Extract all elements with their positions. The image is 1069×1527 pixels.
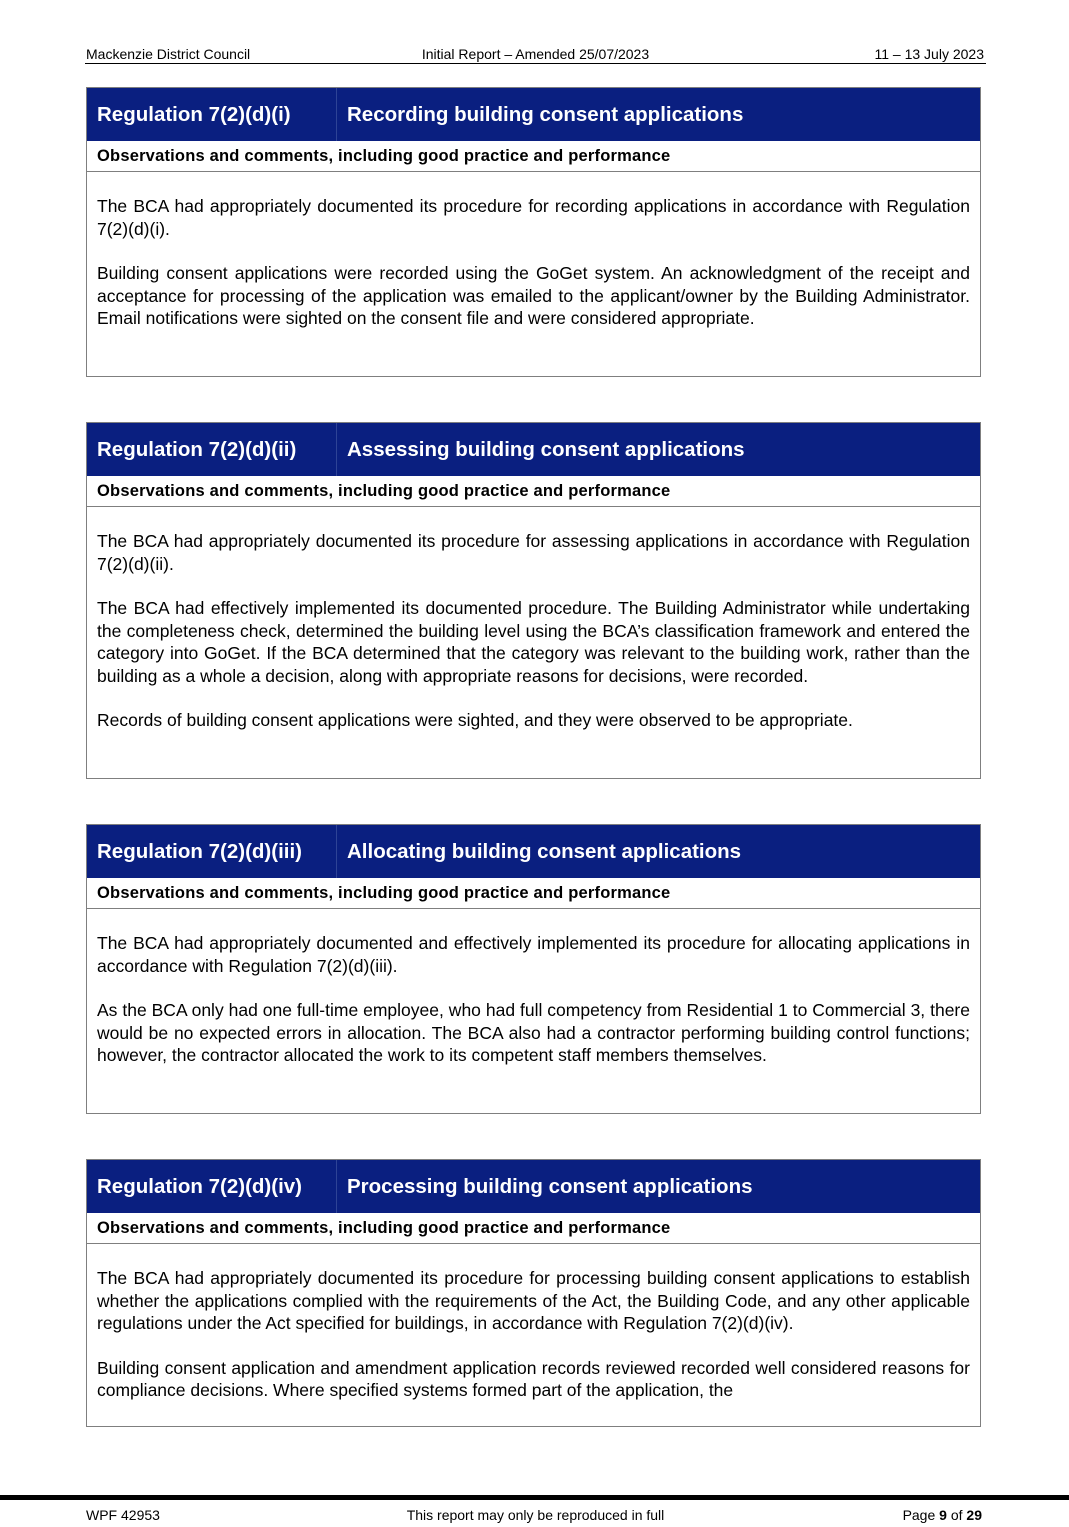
section-header (87, 423, 980, 476)
footer-reference: WPF 42953 (86, 1507, 160, 1523)
section-recording (86, 87, 981, 377)
section-header (87, 1160, 980, 1213)
footer-notice: This report may only be reproduced in full (406, 1507, 665, 1523)
section-title: Processing building consent applications (347, 1174, 753, 1198)
paragraph: The BCA had appropriately documented its procedure for processing building consent applications to establish whether the applications complied with the requirements of the Act, the Building Code, and any other applicable regulations under the Act specified for buildings, in accordance with Regulation 7(2)(d)(iv). (97, 1268, 970, 1333)
regulation-number: Regulation 7(2)(d)(ii) (87, 423, 337, 476)
section-processing (86, 1159, 981, 1427)
section-body (87, 172, 980, 352)
section-body (87, 909, 980, 1089)
header-report-title: Initial Report – Amended 25/07/2023 (421, 46, 650, 62)
paragraph: As the BCA only had one full-time employee, who had full competency from Residential 1 to Commercial 3, there would be no expected errors in allocation. The BCA also had a contractor performing building control functions; however, the contractor allocated the work to its competent staff members themselves. (97, 1000, 970, 1065)
footer-rule (0, 1495, 1069, 1500)
page-number (903, 1506, 982, 1524)
regulation-number: Regulation 7(2)(d)(i) (87, 88, 337, 141)
page-current: 9 (939, 1507, 947, 1523)
section-body (87, 507, 980, 754)
page-sep: of (946, 1507, 967, 1523)
observations-label: Observations and comments, including good practice and performance (87, 1213, 980, 1244)
paragraph: Records of building consent applications were sighted, and they were observed to be appropriate. (97, 710, 853, 730)
header-dates: 11 – 13 July 2023 (874, 46, 984, 62)
section-body (87, 1244, 980, 1427)
paragraph: The BCA had appropriately documented and effectively implemented its procedure for allocating applications in accordance with Regulation 7(2)(d)(iii). (97, 933, 970, 976)
section-header (87, 825, 980, 878)
observations-label: Observations and comments, including good practice and performance (87, 141, 980, 172)
paragraph: Building consent application and amendment application records reviewed recorded well considered reasons for compliance decisions. Where specified systems formed part of the application, the (97, 1357, 970, 1400)
section-header (87, 88, 980, 141)
observations-label: Observations and comments, including good practice and performance (87, 476, 980, 507)
section-assessing (86, 422, 981, 779)
page-header (85, 45, 986, 64)
section-title: Recording building consent applications (347, 102, 744, 126)
page-prefix: Page (902, 1507, 940, 1523)
paragraph: The BCA had effectively implemented its documented procedure. The Building Administrator while undertaking the completeness check, determined the building level using the BCA’s classification framework and entered the category into GoGet. If the BCA determined that the category was relevant to the building work, rather than the building as a whole a decision, along with appropriate reasons for decisions, were recorded. (97, 598, 970, 686)
header-organisation: Mackenzie District Council (86, 46, 251, 62)
page-footer (85, 1506, 986, 1524)
section-title: Assessing building consent applications (347, 437, 745, 461)
regulation-number: Regulation 7(2)(d)(iii) (87, 825, 337, 878)
paragraph: Building consent applications were recorded using the GoGet system. An acknowledgment of the receipt and acceptance for processing of the application was emailed to the applicant/owner by the Building Administrator. Email notifications were sighted on the consent file and were considered appropriate. (97, 263, 970, 328)
paragraph: The BCA had appropriately documented its procedure for recording applications in accordance with Regulation 7(2)(d)(i). (97, 196, 970, 239)
paragraph: The BCA had appropriately documented its procedure for assessing applications in accordance with Regulation 7(2)(d)(ii). (97, 531, 970, 574)
regulation-number: Regulation 7(2)(d)(iv) (87, 1160, 337, 1213)
section-title: Allocating building consent applications (347, 839, 742, 863)
page-total: 29 (966, 1507, 982, 1523)
observations-label: Observations and comments, including good practice and performance (87, 878, 980, 909)
section-allocating (86, 824, 981, 1114)
